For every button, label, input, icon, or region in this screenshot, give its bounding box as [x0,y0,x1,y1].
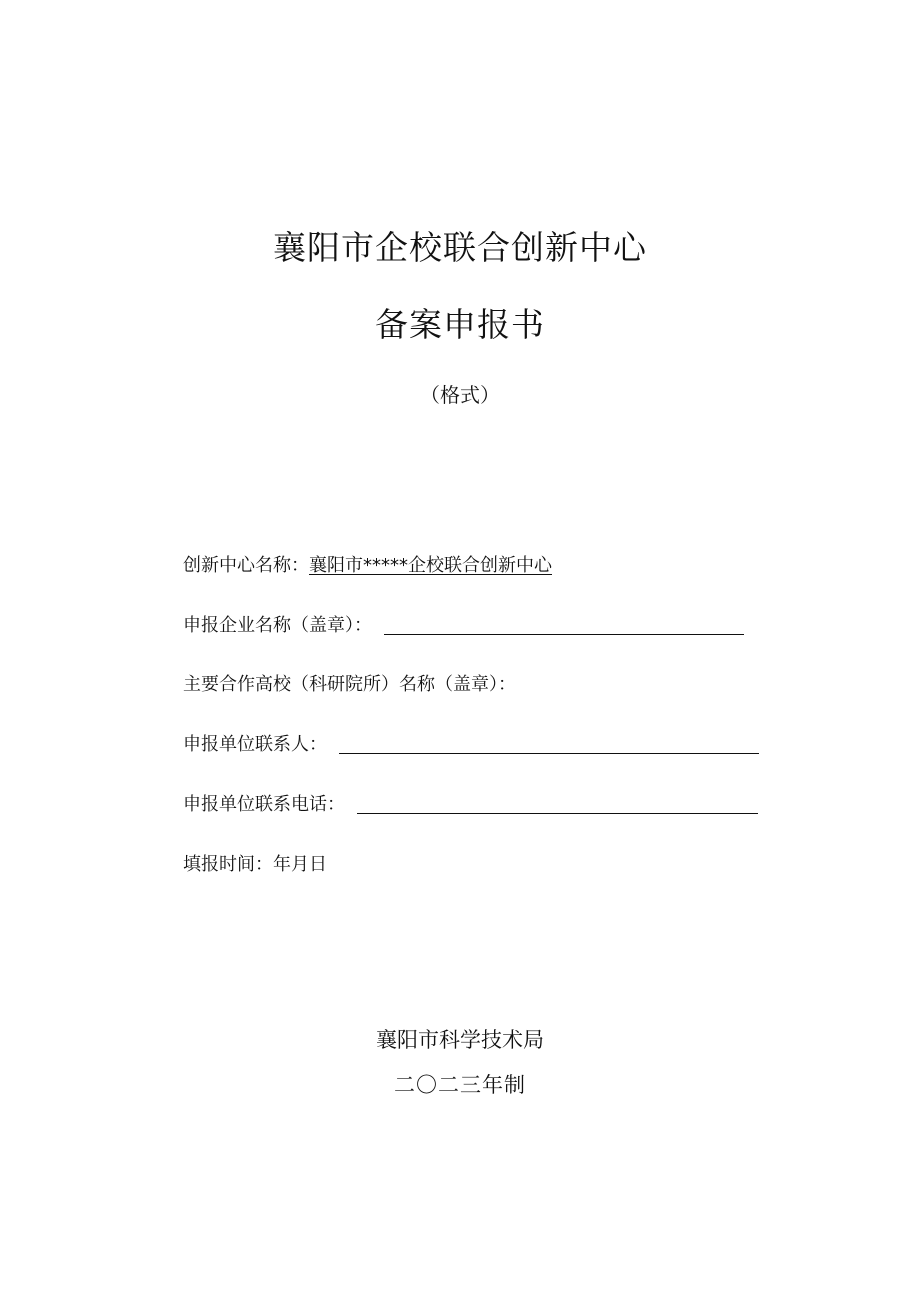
enterprise-name-blank [384,634,744,635]
contact-person-label: 申报单位联系人： [183,734,327,755]
partner-name-label: 主要合作高校（科研院所）名称（盖章）： [183,674,516,695]
document-subtitle-title: 备案申报书 [375,305,545,344]
contact-person-blank [339,753,759,754]
fill-date-field [183,852,327,878]
enterprise-name-label: 申报企业名称（盖章）： [183,615,372,636]
center-name-field [183,553,552,579]
document-title: 襄阳市企校联合创新中心 [273,228,647,267]
enterprise-name-field [183,613,744,639]
contact-person-field [183,732,759,758]
format-note: （格式） [420,383,500,407]
contact-phone-label: 申报单位联系电话： [183,794,345,815]
center-name-value: 襄阳市*****企校联合创新中心 [309,555,552,576]
partner-name-field [183,672,516,698]
fill-date-label: 填报时间：年月日 [183,854,327,875]
contact-phone-blank [357,813,758,814]
issuer-name: 襄阳市科学技术局 [376,1028,544,1052]
contact-phone-field [183,792,758,818]
issue-year: 二〇二三年制 [394,1073,526,1097]
center-name-label: 创新中心名称： [183,555,309,576]
